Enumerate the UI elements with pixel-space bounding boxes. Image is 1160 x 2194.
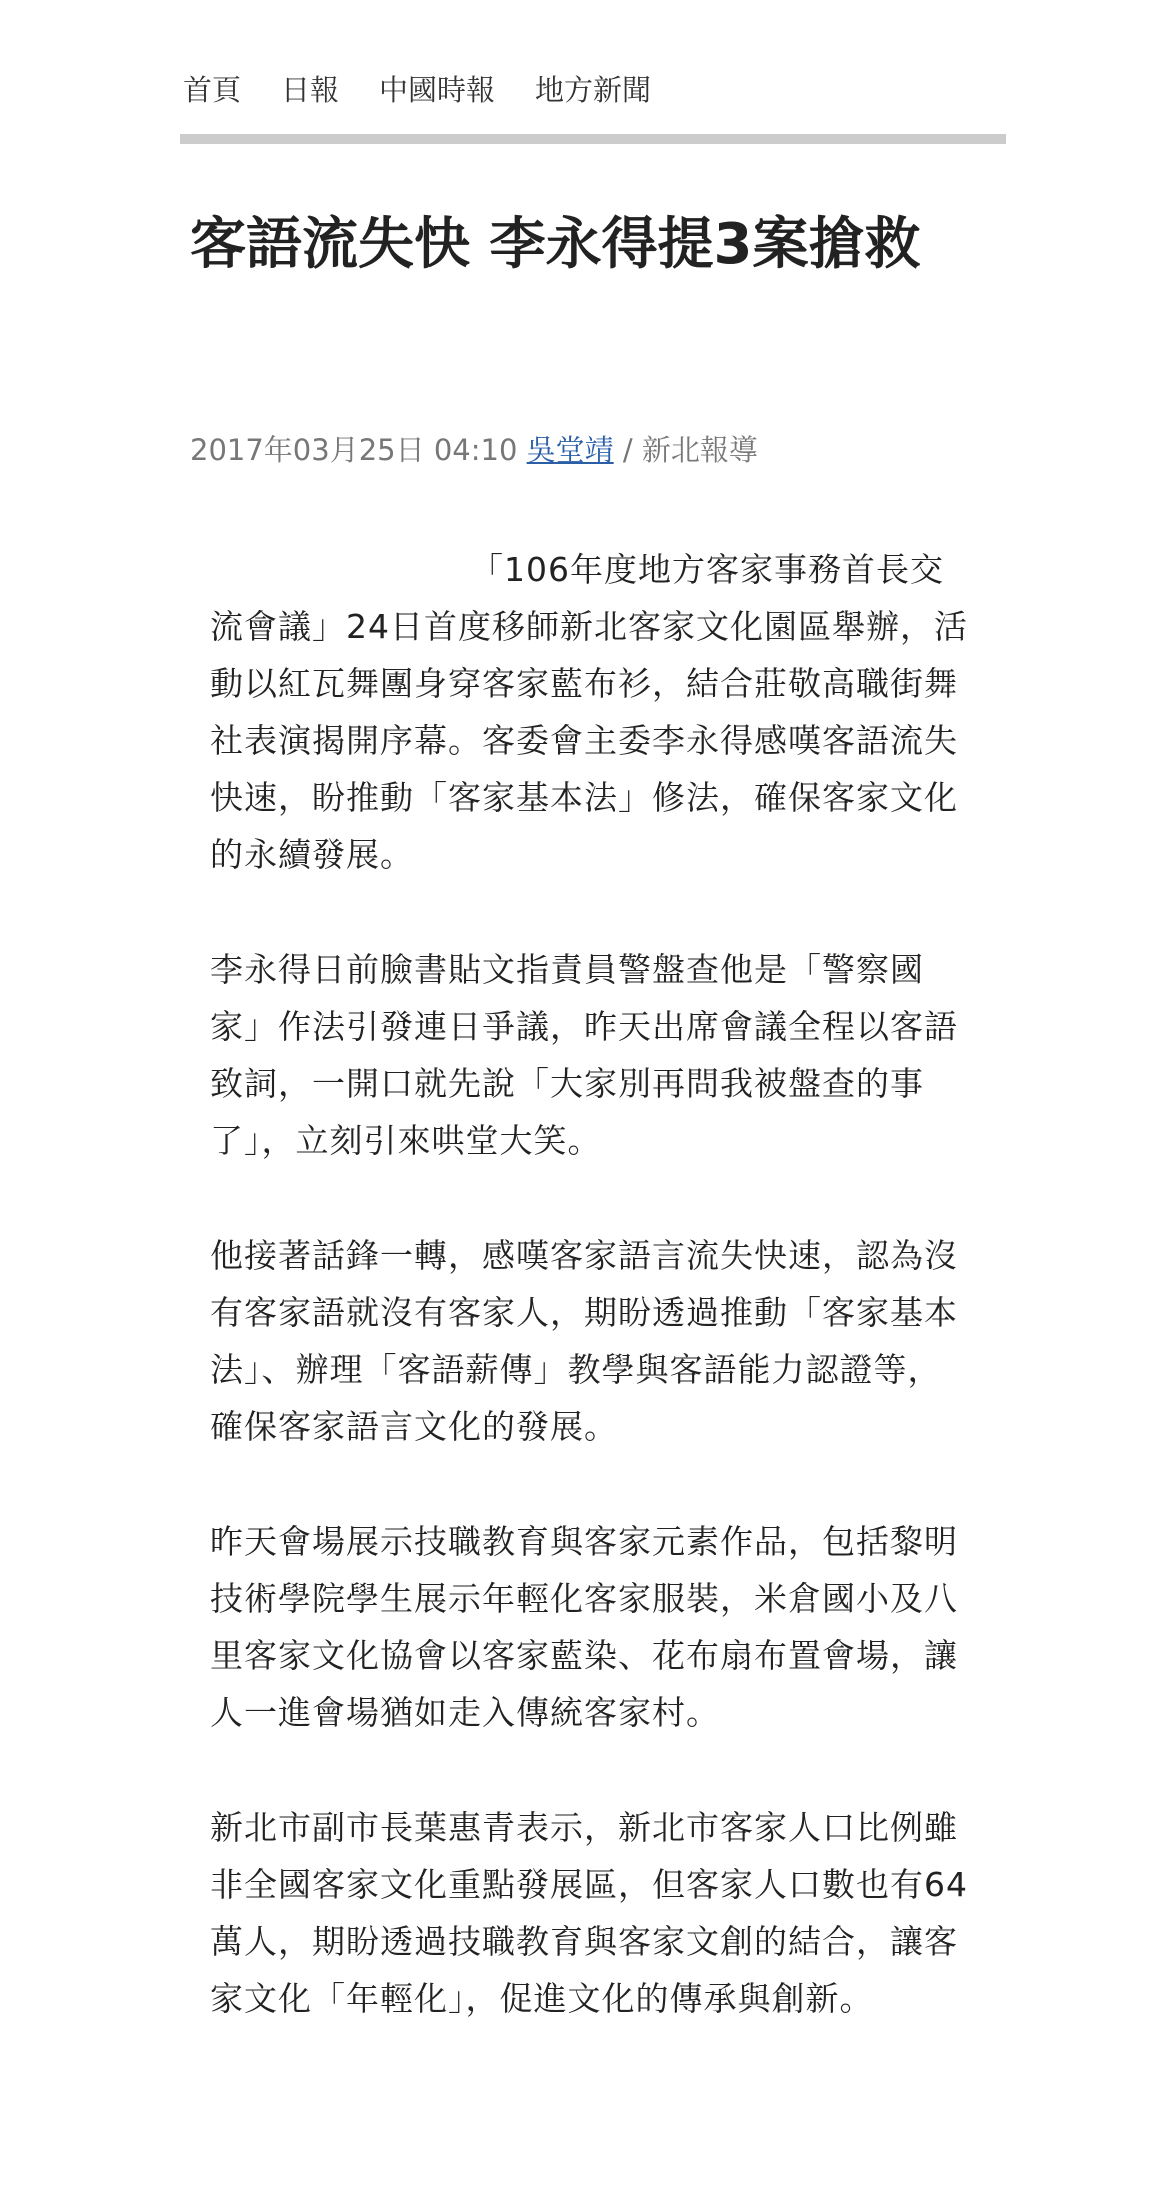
article-paragraph: 新北市副市長葉惠青表示，新北市客家人口比例雖非全國客家文化重點發展區，但客家人口數也有64萬人，期盼透過技職教育與客家文創的結合，讓客家文化「年輕化」，促進文化的傳承與創新。 xyxy=(210,1808,968,2018)
breadcrumb-daily[interactable]: 日報 xyxy=(281,73,340,107)
article-author-link[interactable]: 吳堂靖 xyxy=(526,433,614,467)
article-paragraph: 李永得日前臉書貼文指責員警盤查他是「警察國家」作法引發連日爭議，昨天出席會議全程以客語致詞，一開口就先說「大家別再問我被盤查的事了」，立刻引來哄堂大笑。 xyxy=(210,950,958,1160)
article-datetime: 2017年03月25日 04:10 xyxy=(190,433,518,467)
breadcrumb-china-times[interactable]: 中國時報 xyxy=(379,73,496,107)
article-title: 客語流失快 李永得提3案搶救 xyxy=(190,212,921,277)
article-paragraph: 昨天會場展示技職教育與客家元素作品，包括黎明技術學院學生展示年輕化客家服裝，米倉國小及八里客家文化協會以客家藍染、花布扇布置會場，讓人一進會場猶如走入傳統客家村。 xyxy=(210,1522,958,1732)
article-source: / 新北報導 xyxy=(622,433,758,467)
article-body xyxy=(210,541,970,2085)
header-divider xyxy=(180,134,1006,144)
article-paragraph: 「106年度地方客家事務首長交流會議」24日首度移師新北客家文化園區舉辦，活動以紅瓦舞團身穿客家藍布衫，結合莊敬高職街舞社表演揭開序幕。客委會主委李永得感嘆客語流失快速，盼推動「客家基本法」修法，確保客家文化的永續發展。 xyxy=(210,550,968,874)
breadcrumb-local-news[interactable]: 地方新聞 xyxy=(535,73,652,107)
article-paragraph: 他接著話鋒一轉，感嘆客家語言流失快速，認為沒有客家語就沒有客家人，期盼透過推動「客家基本法」、辦理「客語薪傳」教學與客語能力認證等，確保客家語言文化的發展。 xyxy=(210,1236,958,1446)
breadcrumb-home[interactable]: 首頁 xyxy=(183,73,242,107)
breadcrumb xyxy=(183,70,651,110)
article-meta xyxy=(190,430,758,470)
